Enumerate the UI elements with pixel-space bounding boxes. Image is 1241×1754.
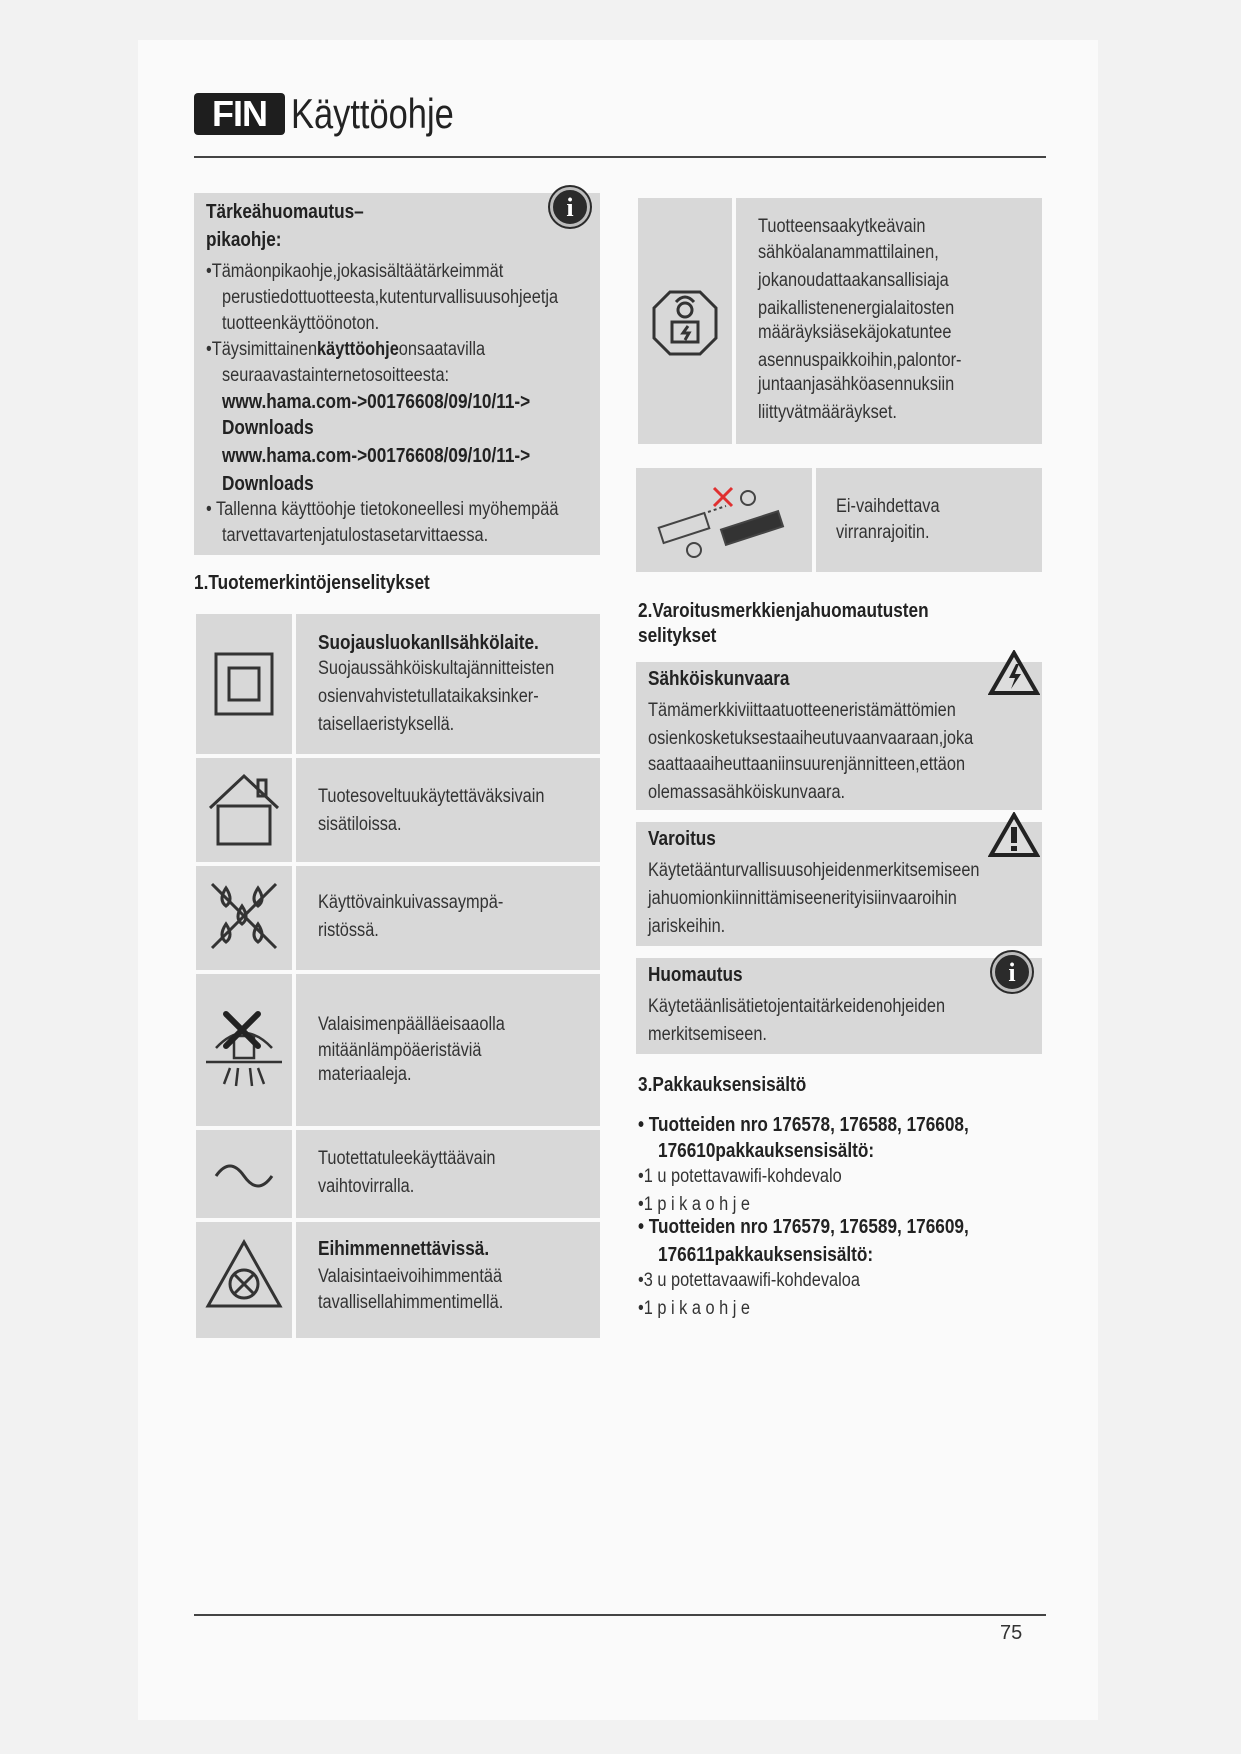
download-link-1[interactable]: www.hama.com->00176608/09/10/11-> [222,391,531,413]
note-line-2: merkitsemiseen. [648,1024,767,1045]
warning-line-3: jariskeihin. [648,916,726,937]
note-line-1: Käytetäänlisätietojentaitärkeidenohjeiden [648,996,946,1017]
electrician-icon-cell [638,198,732,444]
download-link-2[interactable]: www.hama.com->00176608/09/10/11-> [222,445,531,467]
symbol-desc-indoor [296,758,600,862]
download-link-1-line2[interactable]: Downloads [222,417,314,439]
non-replaceable-driver-icon [636,468,812,572]
package-group-1-item-1: •1 u potettavawifi-kohdevalo [638,1166,842,1187]
electrician-line-5: määräyksiäsekäjokatuntee [758,322,952,343]
note-bullet-2-line2: seuraavastainternetosoitteesta: [222,365,450,386]
package-group-1-heading-line2: 176610pakkauksensisältö: [658,1140,875,1162]
indoor-line-2: sisätiloissa. [318,814,402,835]
symbol-cell-no-cover [196,974,292,1126]
package-group-1-item-2: •1 p i k a o h j e [638,1194,751,1215]
shock-line-2: osienkosketuksestaaiheutuvaanvaaraan,joka [648,728,974,749]
symbol-desc-no-cover [296,974,600,1126]
info-icon: i [550,187,590,227]
note-bullet-1-line3: tuotteenkäyttöönoton. [222,313,380,334]
symbol-cell-class2 [196,614,292,754]
warning-box [636,822,1042,946]
page-title: Käyttöohje [291,90,454,137]
package-group-1-heading: • Tuotteiden nro 176578, 176588, 176608, [638,1114,969,1136]
shock-warning-box [636,662,1042,810]
symbol-desc-dry [296,866,600,970]
dimmable-line-2: tavallisellahimmentimellä. [318,1292,504,1313]
ac-line-1: Tuotettatuleekäyttäävain [318,1148,496,1169]
electrician-text-cell [736,198,1042,444]
driver-line-1: Ei-vaihdettava [836,496,940,517]
dry-line-2: ristössä. [318,920,379,941]
no-cover-line-1: Valaisimenpäälläeisaaolla [318,1014,505,1035]
section-2-title-line2: selitykset [638,625,717,647]
symbol-cell-dimmable [196,1222,292,1338]
electrician-icon [638,198,732,444]
no-insulation-cover-icon [196,974,292,1126]
symbol-desc-class2 [296,614,600,754]
section-2-title: 2.Varoitusmerkkienjahuomautusten [638,600,929,622]
footer-divider [194,1614,1046,1616]
package-group-2-heading-line2: 176611pakkauksensisältö: [658,1244,874,1266]
no-cover-line-3: materiaaleja. [318,1064,412,1085]
symbol-cell-ac [196,1130,292,1218]
class2-line-2: osienvahvistetullataikaksinker- [318,686,539,707]
important-note-heading-1: Tärkeähuomautus– [206,201,364,223]
note-heading: Huomautus [648,964,743,986]
download-link-2-line2[interactable]: Downloads [222,473,314,495]
electrician-line-3: jokanoudattaakansallisiaja [758,270,949,291]
symbol-cell-dry [196,866,292,970]
electrician-line-7: juntaanjasähköasennuksiin [758,374,955,395]
no-water-drops-icon [196,866,292,970]
electrician-line-2: sähköalanammattilainen, [758,242,939,263]
ac-line-2: vaihtovirralla. [318,1176,415,1197]
note-bullet-2-pre: •Täysimittainen [206,339,318,360]
not-dimmable-icon [196,1222,292,1338]
warning-line-1: Käytetäänturvallisuusohjeidenmerkitsemiseen [648,860,980,881]
package-group-2-item-2: •1 p i k a o h j e [638,1298,751,1319]
info-icon: i [992,952,1032,992]
electric-shock-warning-icon [988,650,1040,696]
shock-line-3: saattaaaiheuttaaniinsuurenjännitteen,ettäon [648,754,966,775]
page-number: 75 [1000,1622,1023,1644]
note-bullet-1: •Tämäonpikaohje,jokasisältäätärkeimmät [206,261,504,282]
class2-heading: SuojausluokanIIsähkölaite. [318,632,539,654]
header-divider [194,156,1046,158]
note-bullet-1-line2: perustiedottuotteesta,kutenturvallisuusohjeetja [222,287,559,308]
important-note-box [194,193,600,555]
dry-line-1: Käyttövainkuivassaympä- [318,892,504,913]
electrician-line-8: liittyvätmääräykset. [758,402,897,423]
section-1-title: 1.Tuotemerkintöjenselitykset [194,572,430,594]
note-bullet-2 [206,337,485,363]
electrician-line-6: asennuspaikkoihin,palontor- [758,350,962,371]
no-cover-line-2: mitäänlämpöäeristäviä [318,1040,482,1061]
class2-line-1: Suojaussähköiskultajännitteisten [318,658,555,679]
electrician-line-4: paikallistenenergialaitosten [758,298,955,319]
driver-icon-cell [636,468,812,572]
electrician-line-1: Tuotteensaakytkeävain [758,216,926,237]
indoor-line-1: Tuotesoveltuukäytettäväksivain [318,786,545,807]
house-icon [196,758,292,862]
symbol-desc-dimmable [296,1222,600,1338]
alternating-current-icon [196,1130,292,1218]
driver-line-2: virranrajoitin. [836,522,930,543]
note-bullet-3-line2: tarvettavartenjatulostasetarvittaessa. [222,525,489,546]
symbol-cell-indoor [196,758,292,862]
warning-line-2: jahuomionkiinnittämiseenerityisiinvaaroihin [648,888,957,909]
page-header [194,90,489,138]
package-group-2-item-1: •3 u potettavaawifi-kohdevaloa [638,1270,860,1291]
shock-line-4: olemassasähköiskunvaara. [648,782,846,803]
language-badge: FIN [194,93,285,135]
section-3-title: 3.Pakkauksensisältö [638,1074,807,1096]
symbol-desc-ac [296,1130,600,1218]
note-box [636,958,1042,1054]
note-bullet-3: • Tallenna käyttöohje tietokoneellesi myöhempää [206,499,559,520]
double-square-icon [196,614,292,754]
shock-heading: Sähköiskunvaara [648,668,790,690]
shock-line-1: Tämämerkkiviittaatuotteeneristämättömien [648,700,956,721]
note-bullet-2-bold: käyttöohje [317,339,399,360]
dimmable-line-1: Valaisintaeivoihimmentää [318,1266,503,1287]
note-bullet-2-post: onsaatavilla [398,339,486,360]
important-note-heading-2: pikaohje: [206,229,282,251]
dimmable-heading: Eihimmennettävissä. [318,1238,490,1260]
package-group-2-heading: • Tuotteiden nro 176579, 176589, 176609, [638,1216,969,1238]
warning-icon [988,812,1040,858]
driver-text-cell [816,468,1042,572]
warning-heading: Varoitus [648,828,716,850]
class2-line-3: taisellaeristyksellä. [318,714,455,735]
